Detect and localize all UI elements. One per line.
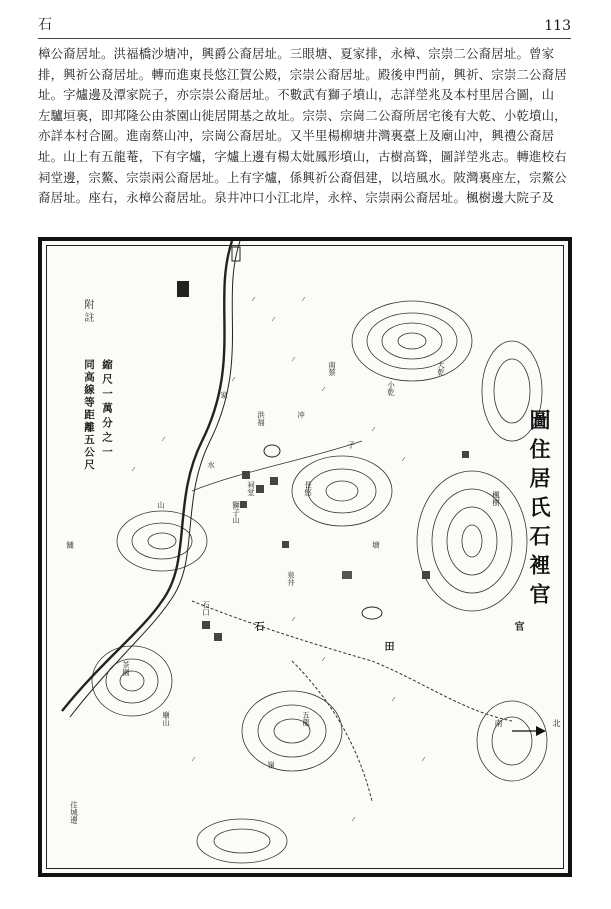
map-place: 山 <box>156 501 166 509</box>
map-place: 茶園 <box>121 661 131 676</box>
map-place: 祠堂 <box>246 481 256 496</box>
compass-north: 北 <box>552 719 561 727</box>
body-line: 左驢垣裏，即邦隆公由茶園山徙居開基之故址。宗崇、宗崗二公裔所居宅後有大乾、小乾墳山， <box>38 107 567 123</box>
body-text <box>38 44 572 209</box>
map-place: 泉井 <box>286 571 296 586</box>
running-head <box>38 14 571 34</box>
map-legend-note: 附註 <box>82 299 93 325</box>
map-place: 南蔡 <box>327 361 337 376</box>
map-place: 石 <box>252 621 263 631</box>
compass-south: 南 <box>494 719 503 727</box>
map-contour-note: 同高線等距離五公尺 <box>83 359 95 472</box>
map-place: 塘 <box>371 541 381 549</box>
map-place: 石口 <box>201 601 211 616</box>
map-place: 田 <box>382 641 393 651</box>
map-title: 圖住居氏石裡官 <box>527 409 552 612</box>
north-arrow-icon <box>508 711 548 751</box>
body-line: 址。字爐邊及潭家院子，亦宗崇公裔居址。不數武有獅子墳山，志詳塋兆及本村里居合圖，山 <box>38 87 555 103</box>
map-place: 嶺 <box>266 761 276 769</box>
map-place: 五龍 <box>301 711 311 726</box>
map-place: 洪福 <box>256 411 266 426</box>
map-place: 小乾 <box>386 381 396 396</box>
page-number: 113 <box>544 18 571 34</box>
body-line: 裔居址。座右，永樟公裔居址。泉井冲口小江北岸，永梓、宗崇兩公裔居址。楓樹邊大院子及 <box>38 190 555 206</box>
map-place: 獅子山 <box>231 501 241 524</box>
map-place: 舖 <box>65 541 75 549</box>
settlement-map <box>38 237 572 877</box>
map-place: 冲 <box>296 411 306 419</box>
body-line: 排，興祈公裔居址。轉而進東長悠江賀公殿，宗崇公裔居址。殿後申門前，興祈、宗崇二公裔居 <box>38 66 567 82</box>
header-rule <box>38 38 571 39</box>
map-place: 廟山 <box>161 711 171 726</box>
map-place: 子 <box>346 441 356 449</box>
map-place: 水 <box>206 461 216 469</box>
map-place: 往城邊 <box>69 801 79 824</box>
body-line: 址。山上有五龍菴，下有字爐，字爐上邊有楊太妣鳳形墳山，古樹高聳，圖詳塋兆志。轉進校右 <box>38 148 567 164</box>
body-line: 樟公裔居址。洪福橋沙塘冲，興爵公裔居址。三眼塘、夏家排，永樟、宗崇二公裔居址。曾家 <box>38 46 555 61</box>
section-char: 石 <box>38 17 52 33</box>
map-place: 家 <box>219 391 229 399</box>
body-line: 祠堂邊，宗鰲、宗崇兩公裔居址。上有字爐，係興祈公裔倡建，以培風水。陂灣裏座左，宗鰲公 <box>38 169 567 185</box>
map-place: 長悠 <box>303 481 313 496</box>
map-scale: 縮尺一萬分之一 <box>101 359 113 461</box>
map-place: 大乾 <box>436 361 446 376</box>
map-drawing <box>42 241 568 873</box>
map-place: 楓樹 <box>491 491 501 506</box>
body-line: 亦詳本村合圖。進南蔡山冲，宗崗公裔居址。又半里楊柳塘井灣裏臺上及廟山冲，興禮公裔居 <box>38 128 555 144</box>
map-place: 官 <box>512 621 523 631</box>
